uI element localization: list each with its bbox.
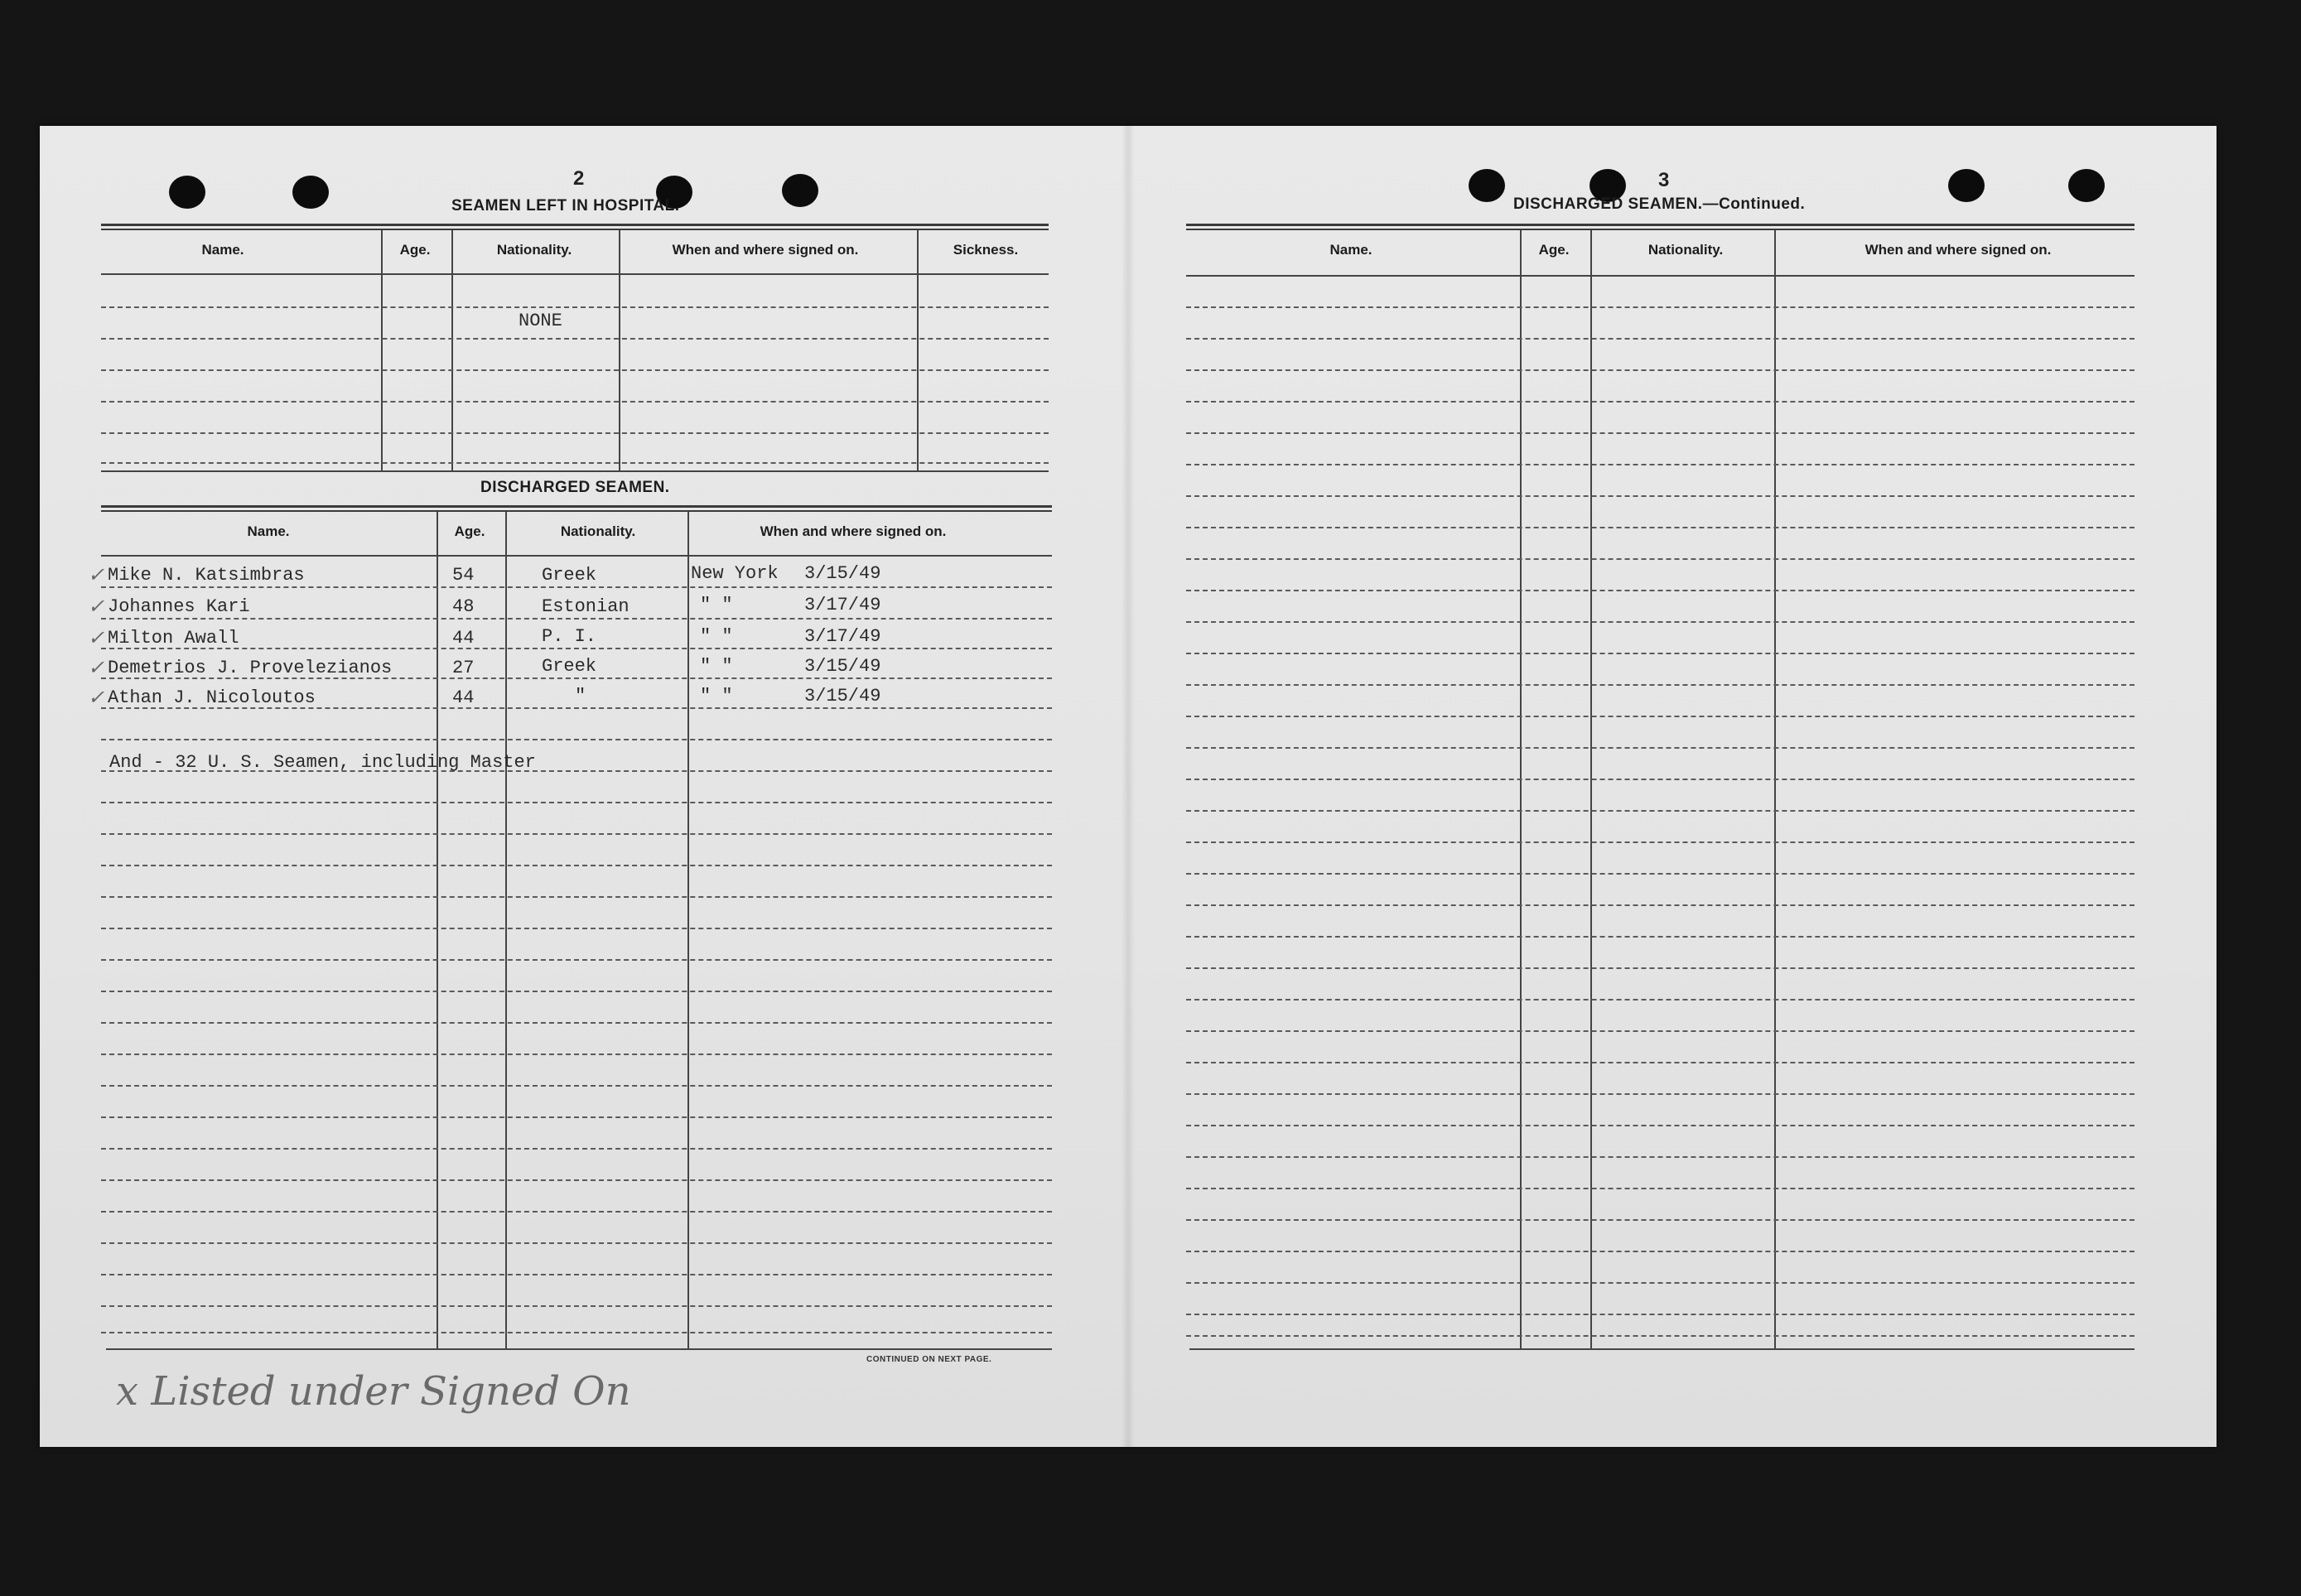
hospital-section-title: SEAMEN LEFT IN HOSPITAL. <box>451 197 680 215</box>
entry-line <box>101 648 1052 649</box>
document-spread <box>40 126 2217 1447</box>
entry-line <box>1186 904 2135 906</box>
punch-hole <box>292 176 329 209</box>
entry-line <box>1186 558 2135 560</box>
entry-line <box>101 1332 1052 1333</box>
entry-line <box>101 1054 1052 1055</box>
column-divider <box>505 512 507 1348</box>
entry-line <box>1186 653 2135 654</box>
discharged-section-title: DISCHARGED SEAMEN. <box>480 479 670 496</box>
seaman-age: 48 <box>452 596 475 617</box>
punch-hole <box>1948 169 1985 202</box>
entry-line <box>1186 306 2135 308</box>
column-header: Age. <box>399 242 431 258</box>
entry-line <box>1186 1251 2135 1252</box>
column-header: When and where signed on. <box>1864 242 2052 258</box>
entry-line <box>101 739 1052 740</box>
entry-line <box>1186 527 2135 528</box>
column-header: Name. <box>1329 242 1372 258</box>
column-header: Name. <box>201 242 244 258</box>
entry-line <box>1186 369 2135 371</box>
punch-hole <box>2068 169 2105 202</box>
entry-line <box>101 432 1049 434</box>
entry-line <box>1186 873 2135 875</box>
seaman-name: Johannes Kari <box>108 596 250 617</box>
entry-line <box>1186 684 2135 686</box>
entry-line <box>1186 1093 2135 1095</box>
entry-line <box>1186 810 2135 812</box>
page-number: 3 <box>1658 169 1670 191</box>
seaman-age: 44 <box>452 628 475 649</box>
entry-line <box>101 618 1052 620</box>
column-divider <box>917 230 919 470</box>
rule <box>101 555 1052 557</box>
entry-line <box>1186 716 2135 717</box>
entry-line <box>1186 495 2135 497</box>
entry-line <box>101 1305 1052 1307</box>
entry-line <box>101 802 1052 803</box>
entry-line <box>101 865 1052 866</box>
entry-line <box>1186 999 2135 1001</box>
entry-line <box>1186 1219 2135 1221</box>
entry-line <box>101 401 1049 403</box>
rule <box>101 470 1049 472</box>
entry-line <box>1186 464 2135 465</box>
entry-line <box>1186 621 2135 623</box>
entry-line <box>1186 1125 2135 1126</box>
signed-on-date: 3/15/49 <box>804 563 881 584</box>
column-divider <box>451 230 453 470</box>
entry-line <box>101 586 1052 588</box>
check-mark: ✓ <box>88 626 105 649</box>
column-header: Nationality. <box>1647 242 1724 258</box>
column-header: Name. <box>247 523 290 539</box>
entry-line <box>1186 1314 2135 1315</box>
rule <box>101 505 1052 512</box>
entry-line <box>101 1085 1052 1087</box>
entry-line <box>101 1148 1052 1150</box>
entry-line <box>101 928 1052 929</box>
handwritten-note: x Listed under Signed On <box>116 1368 631 1415</box>
column-header: When and where signed on. <box>672 242 859 258</box>
column-divider <box>437 512 438 1348</box>
seaman-nationality: Estonian <box>542 596 630 617</box>
rule <box>101 273 1049 275</box>
entry-line <box>1186 936 2135 938</box>
column-header: When and where signed on. <box>760 523 947 539</box>
rule <box>1189 1348 2135 1350</box>
page-number: 2 <box>573 167 585 190</box>
check-mark: ✓ <box>88 656 105 679</box>
discharged-continued-title: DISCHARGED SEAMEN.—Continued. <box>1513 195 1806 213</box>
entry-line <box>101 306 1049 308</box>
entry-line <box>101 1211 1052 1213</box>
rule <box>1186 275 2135 277</box>
hospital-entry: NONE <box>519 311 562 331</box>
check-mark: ✓ <box>88 686 105 709</box>
seaman-nationality: Greek <box>542 565 597 586</box>
entry-line <box>1186 967 2135 969</box>
column-header: Age. <box>454 523 485 539</box>
seaman-name: Mike N. Katsimbras <box>108 565 305 586</box>
entry-line <box>1186 401 2135 403</box>
seaman-name: Demetrios J. Provelezianos <box>108 658 393 678</box>
entry-line <box>1186 1030 2135 1032</box>
column-header: Sickness. <box>953 242 1019 258</box>
column-divider <box>1520 230 1522 1348</box>
entry-line <box>101 369 1049 371</box>
entry-line <box>1186 1156 2135 1158</box>
rule <box>101 224 1049 230</box>
punch-hole <box>1469 169 1505 202</box>
seaman-age: 27 <box>452 658 475 678</box>
entry-line <box>101 991 1052 992</box>
column-divider <box>1590 230 1592 1348</box>
column-header: Nationality. <box>560 523 636 539</box>
signed-on-place: New York <box>691 563 779 584</box>
entry-line <box>101 959 1052 961</box>
punch-hole <box>782 174 818 207</box>
check-mark: ✓ <box>88 563 105 586</box>
entry-line <box>101 896 1052 898</box>
seaman-nationality: Greek <box>542 656 597 677</box>
column-header: Age. <box>1538 242 1570 258</box>
entry-line <box>1186 1188 2135 1189</box>
check-mark: ✓ <box>88 595 105 618</box>
column-divider <box>687 512 689 1348</box>
signed-on-place: " " <box>700 626 733 647</box>
entry-line <box>1186 779 2135 780</box>
column-divider <box>1774 230 1776 1348</box>
seaman-age: 54 <box>452 565 475 586</box>
rule <box>1186 224 2135 230</box>
seaman-name: Milton Awall <box>108 628 239 649</box>
signed-on-place: " " <box>700 595 733 615</box>
entry-line <box>1186 1335 2135 1337</box>
entry-line <box>101 338 1049 340</box>
entry-line <box>1186 338 2135 340</box>
column-header: Nationality. <box>496 242 572 258</box>
entry-line <box>101 1274 1052 1275</box>
signed-on-place: " " <box>700 656 733 677</box>
column-divider <box>619 230 620 470</box>
entry-line <box>101 462 1049 464</box>
entry-line <box>101 833 1052 835</box>
signed-on-date: 3/17/49 <box>804 626 881 647</box>
seaman-nationality: " <box>575 686 586 706</box>
signed-on-date: 3/15/49 <box>804 656 881 677</box>
column-divider <box>381 230 383 470</box>
center-fold <box>1122 126 1135 1447</box>
entry-line <box>101 1022 1052 1024</box>
entry-line <box>1186 1282 2135 1284</box>
seaman-name: Athan J. Nicoloutos <box>108 687 316 708</box>
seaman-age: 44 <box>452 687 475 708</box>
entry-line <box>1186 1062 2135 1063</box>
discharged-note: And - 32 U. S. Seamen, including Master <box>109 752 536 773</box>
rule <box>106 1348 1052 1350</box>
punch-hole <box>169 176 205 209</box>
signed-on-date: 3/15/49 <box>804 686 881 706</box>
signed-on-date: 3/17/49 <box>804 595 881 615</box>
continued-label: CONTINUED ON NEXT PAGE. <box>866 1355 992 1364</box>
seaman-nationality: P. I. <box>542 626 597 647</box>
entry-line <box>1186 432 2135 434</box>
entry-line <box>1186 841 2135 843</box>
entry-line <box>101 1179 1052 1181</box>
entry-line <box>101 1242 1052 1244</box>
entry-line <box>1186 747 2135 749</box>
signed-on-place: " " <box>700 686 733 706</box>
entry-line <box>101 1116 1052 1118</box>
entry-line <box>1186 590 2135 591</box>
